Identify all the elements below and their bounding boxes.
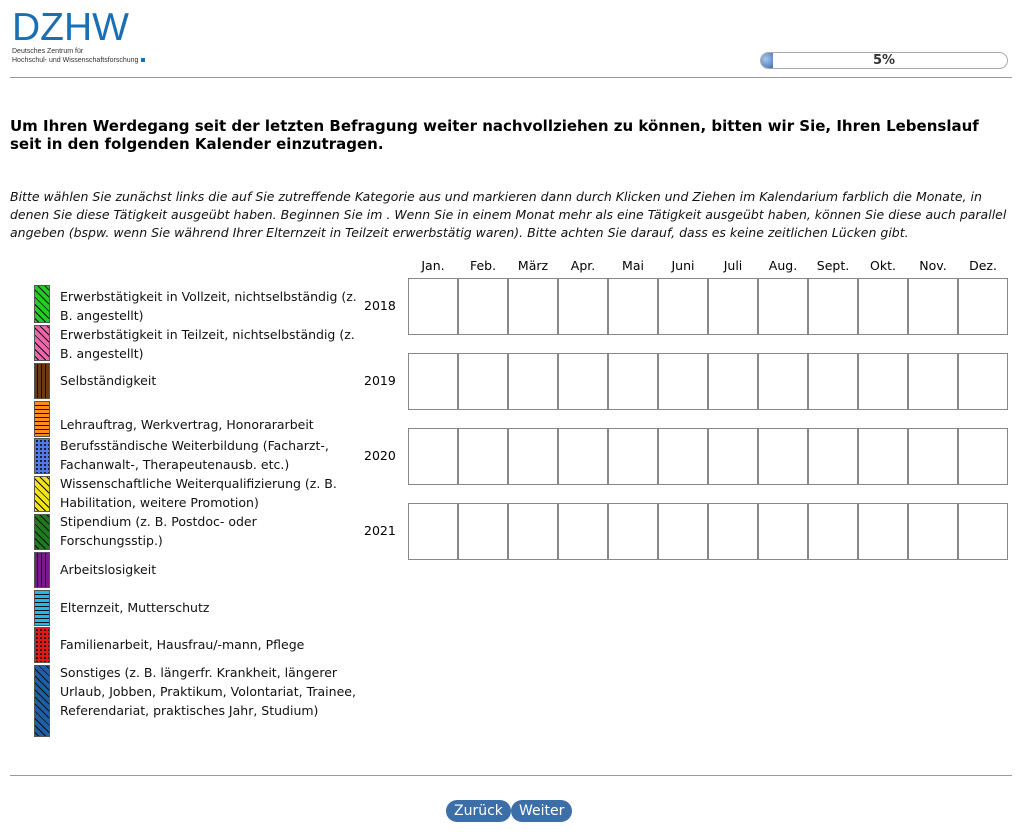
calendar-cell[interactable] bbox=[708, 503, 758, 560]
category-label: Stipendium (z. B. Postdoc- oder Forschungsstip.) bbox=[60, 514, 257, 548]
calendar-cell[interactable] bbox=[858, 353, 908, 410]
back-button[interactable]: Zurück bbox=[446, 800, 511, 822]
calendar-cell[interactable] bbox=[408, 353, 458, 410]
calendar-cell[interactable] bbox=[608, 278, 658, 335]
calendar-cell[interactable] bbox=[408, 428, 458, 485]
category-label: Selbständigkeit bbox=[60, 373, 157, 388]
calendar-cell[interactable] bbox=[708, 428, 758, 485]
calendar-cell[interactable] bbox=[508, 503, 558, 560]
instructions-text: Bitte wählen Sie zunächst links die auf Sie zutreffende Kategorie aus und markieren dann durch Klicken und Ziehen im Kalendarium farblich die Monate, in denen Sie diese Tätigkeit ausgeübt haben. Beginnen Sie im . Wenn Sie in einem Monat mehr als eine Tätigkeit ausgeübt haben, können Sie diese auch parallel angeben (bspw. wenn Sie während Ihrer Elternzeit in Teilzeit erwerbstätig waren). Bitte achten Sie darauf, dass es keine zeitlichen Lücken gibt. bbox=[10, 189, 1007, 240]
calendar-cell[interactable] bbox=[858, 503, 908, 560]
calendar-cell[interactable] bbox=[758, 353, 808, 410]
category-item[interactable] bbox=[34, 590, 364, 626]
calendar-cell[interactable] bbox=[558, 428, 608, 485]
calendar-cell[interactable] bbox=[608, 428, 658, 485]
calendar-cell[interactable] bbox=[958, 428, 1008, 485]
category-item[interactable] bbox=[34, 325, 364, 361]
progress-bar bbox=[760, 52, 1008, 69]
calendar-cell[interactable] bbox=[458, 503, 508, 560]
calendar-cell[interactable] bbox=[658, 428, 708, 485]
brown-vertical-stripes-icon bbox=[34, 363, 50, 399]
calendar-cell[interactable] bbox=[458, 428, 508, 485]
category-label: Sonstiges (z. B. längerfr. Krankheit, längerer Urlaub, Jobben, Praktikum, Volontariat, Trainee, Referendariat, praktisches Jahr, Studium) bbox=[60, 665, 356, 718]
calendar-cell[interactable] bbox=[908, 428, 958, 485]
calendar-cell[interactable] bbox=[608, 503, 658, 560]
calendar-cell[interactable] bbox=[858, 428, 908, 485]
month-header: März bbox=[517, 258, 549, 273]
category-item[interactable] bbox=[34, 476, 364, 512]
category-label: Berufsständische Weiterbildung (Facharzt-, Fachanwalt-, Therapeutenausb. etc.) bbox=[60, 438, 329, 472]
month-header: Feb. bbox=[469, 258, 497, 273]
category-item[interactable] bbox=[34, 514, 364, 550]
year-label: 2018 bbox=[364, 298, 396, 313]
yellow-diagonal-hatch-icon bbox=[34, 476, 50, 512]
category-item[interactable] bbox=[34, 401, 364, 437]
calendar-cell[interactable] bbox=[808, 353, 858, 410]
category-label: Erwerbstätigkeit in Vollzeit, nichtselbständig (z. B. angestellt) bbox=[60, 289, 357, 323]
month-header: Aug. bbox=[768, 258, 798, 273]
dzhw-logo bbox=[12, 6, 152, 68]
calendar-cell[interactable] bbox=[658, 353, 708, 410]
category-label: Familienarbeit, Hausfrau/-mann, Pflege bbox=[60, 637, 305, 652]
logo-subtitle-line1: Deutsches Zentrum für bbox=[12, 48, 84, 55]
category-label: Erwerbstätigkeit in Teilzeit, nichtselbständig (z. B. angestellt) bbox=[60, 327, 355, 361]
month-header: Apr. bbox=[570, 258, 596, 273]
calendar-cell[interactable] bbox=[408, 278, 458, 335]
red-dots-icon bbox=[34, 627, 50, 663]
calendar-cell[interactable] bbox=[758, 428, 808, 485]
progress-label: 5% bbox=[872, 53, 896, 68]
blue-dots-icon bbox=[34, 438, 50, 474]
calendar-cell[interactable] bbox=[858, 278, 908, 335]
top-divider bbox=[10, 77, 1012, 78]
logo-subtitle bbox=[12, 47, 152, 65]
bottom-divider bbox=[10, 775, 1012, 776]
calendar-cell[interactable] bbox=[658, 503, 708, 560]
month-header: Nov. bbox=[919, 258, 947, 273]
calendar-cell[interactable] bbox=[958, 353, 1008, 410]
darkgreen-diagonal-hatch-icon bbox=[34, 514, 50, 550]
calendar-cell[interactable] bbox=[658, 278, 708, 335]
category-label: Lehrauftrag, Werkvertrag, Honorararbeit bbox=[60, 417, 314, 432]
month-header: Juli bbox=[723, 258, 743, 273]
category-item[interactable] bbox=[34, 665, 364, 737]
calendar-cell[interactable] bbox=[958, 503, 1008, 560]
calendar-cell[interactable] bbox=[508, 428, 558, 485]
calendar-cell[interactable] bbox=[508, 278, 558, 335]
calendar-cell[interactable] bbox=[458, 278, 508, 335]
calendar-cell[interactable] bbox=[808, 428, 858, 485]
year-label: 2019 bbox=[364, 373, 396, 388]
month-header: Sept. bbox=[816, 258, 850, 273]
calendar-cell[interactable] bbox=[708, 353, 758, 410]
category-item[interactable] bbox=[34, 285, 364, 323]
next-button[interactable]: Weiter bbox=[511, 800, 572, 822]
calendar-cell[interactable] bbox=[608, 353, 658, 410]
category-item[interactable] bbox=[34, 363, 364, 399]
calendar-cell[interactable] bbox=[708, 278, 758, 335]
month-header: Mai bbox=[622, 258, 644, 273]
category-item[interactable] bbox=[34, 438, 364, 474]
calendar-cell[interactable] bbox=[458, 353, 508, 410]
calendar-cell[interactable] bbox=[908, 353, 958, 410]
calendar-cell[interactable] bbox=[558, 278, 608, 335]
month-header: Jan. bbox=[421, 258, 445, 273]
orange-horizontal-stripes-icon bbox=[34, 401, 50, 437]
cyan-horizontal-stripes-icon bbox=[34, 590, 50, 626]
calendar-cell[interactable] bbox=[408, 503, 458, 560]
calendar-cell[interactable] bbox=[758, 503, 808, 560]
category-label: Elternzeit, Mutterschutz bbox=[60, 600, 210, 615]
page-heading: Um Ihren Werdegang seit der letzten Befragung weiter nachvollziehen zu können, bitten wir Sie, Ihren Lebenslauf seit in den folgenden Kalender einzutragen. bbox=[10, 117, 979, 153]
pink-diagonal-hatch-icon bbox=[34, 325, 50, 361]
green-diagonal-hatch-icon bbox=[34, 285, 50, 323]
calendar-cell[interactable] bbox=[908, 503, 958, 560]
category-label: Wissenschaftliche Weiterqualifizierung (z. B. Habilitation, weitere Promotion) bbox=[60, 476, 337, 510]
calendar-cell[interactable] bbox=[908, 278, 958, 335]
logo-subtitle-line2: Hochschul- und Wissenschaftsforschung bbox=[12, 56, 152, 65]
calendar-cell[interactable] bbox=[958, 278, 1008, 335]
calendar-cell[interactable] bbox=[808, 503, 858, 560]
calendar-cell[interactable] bbox=[558, 353, 608, 410]
navy-diagonal-hatch-icon bbox=[34, 665, 50, 737]
calendar-cell[interactable] bbox=[558, 503, 608, 560]
calendar-cell[interactable] bbox=[758, 278, 808, 335]
month-header: Juni bbox=[671, 258, 695, 273]
category-item[interactable] bbox=[34, 627, 364, 663]
category-item[interactable] bbox=[34, 552, 364, 588]
logo-wordmark: DZHW bbox=[12, 6, 129, 49]
month-header: Okt. bbox=[870, 258, 896, 273]
calendar-cell[interactable] bbox=[508, 353, 558, 410]
month-header: Dez. bbox=[969, 258, 997, 273]
purple-vertical-stripes-icon bbox=[34, 552, 50, 588]
calendar-cell[interactable] bbox=[808, 278, 858, 335]
year-label: 2021 bbox=[364, 523, 396, 538]
year-label: 2020 bbox=[364, 448, 396, 463]
category-label: Arbeitslosigkeit bbox=[60, 562, 157, 577]
